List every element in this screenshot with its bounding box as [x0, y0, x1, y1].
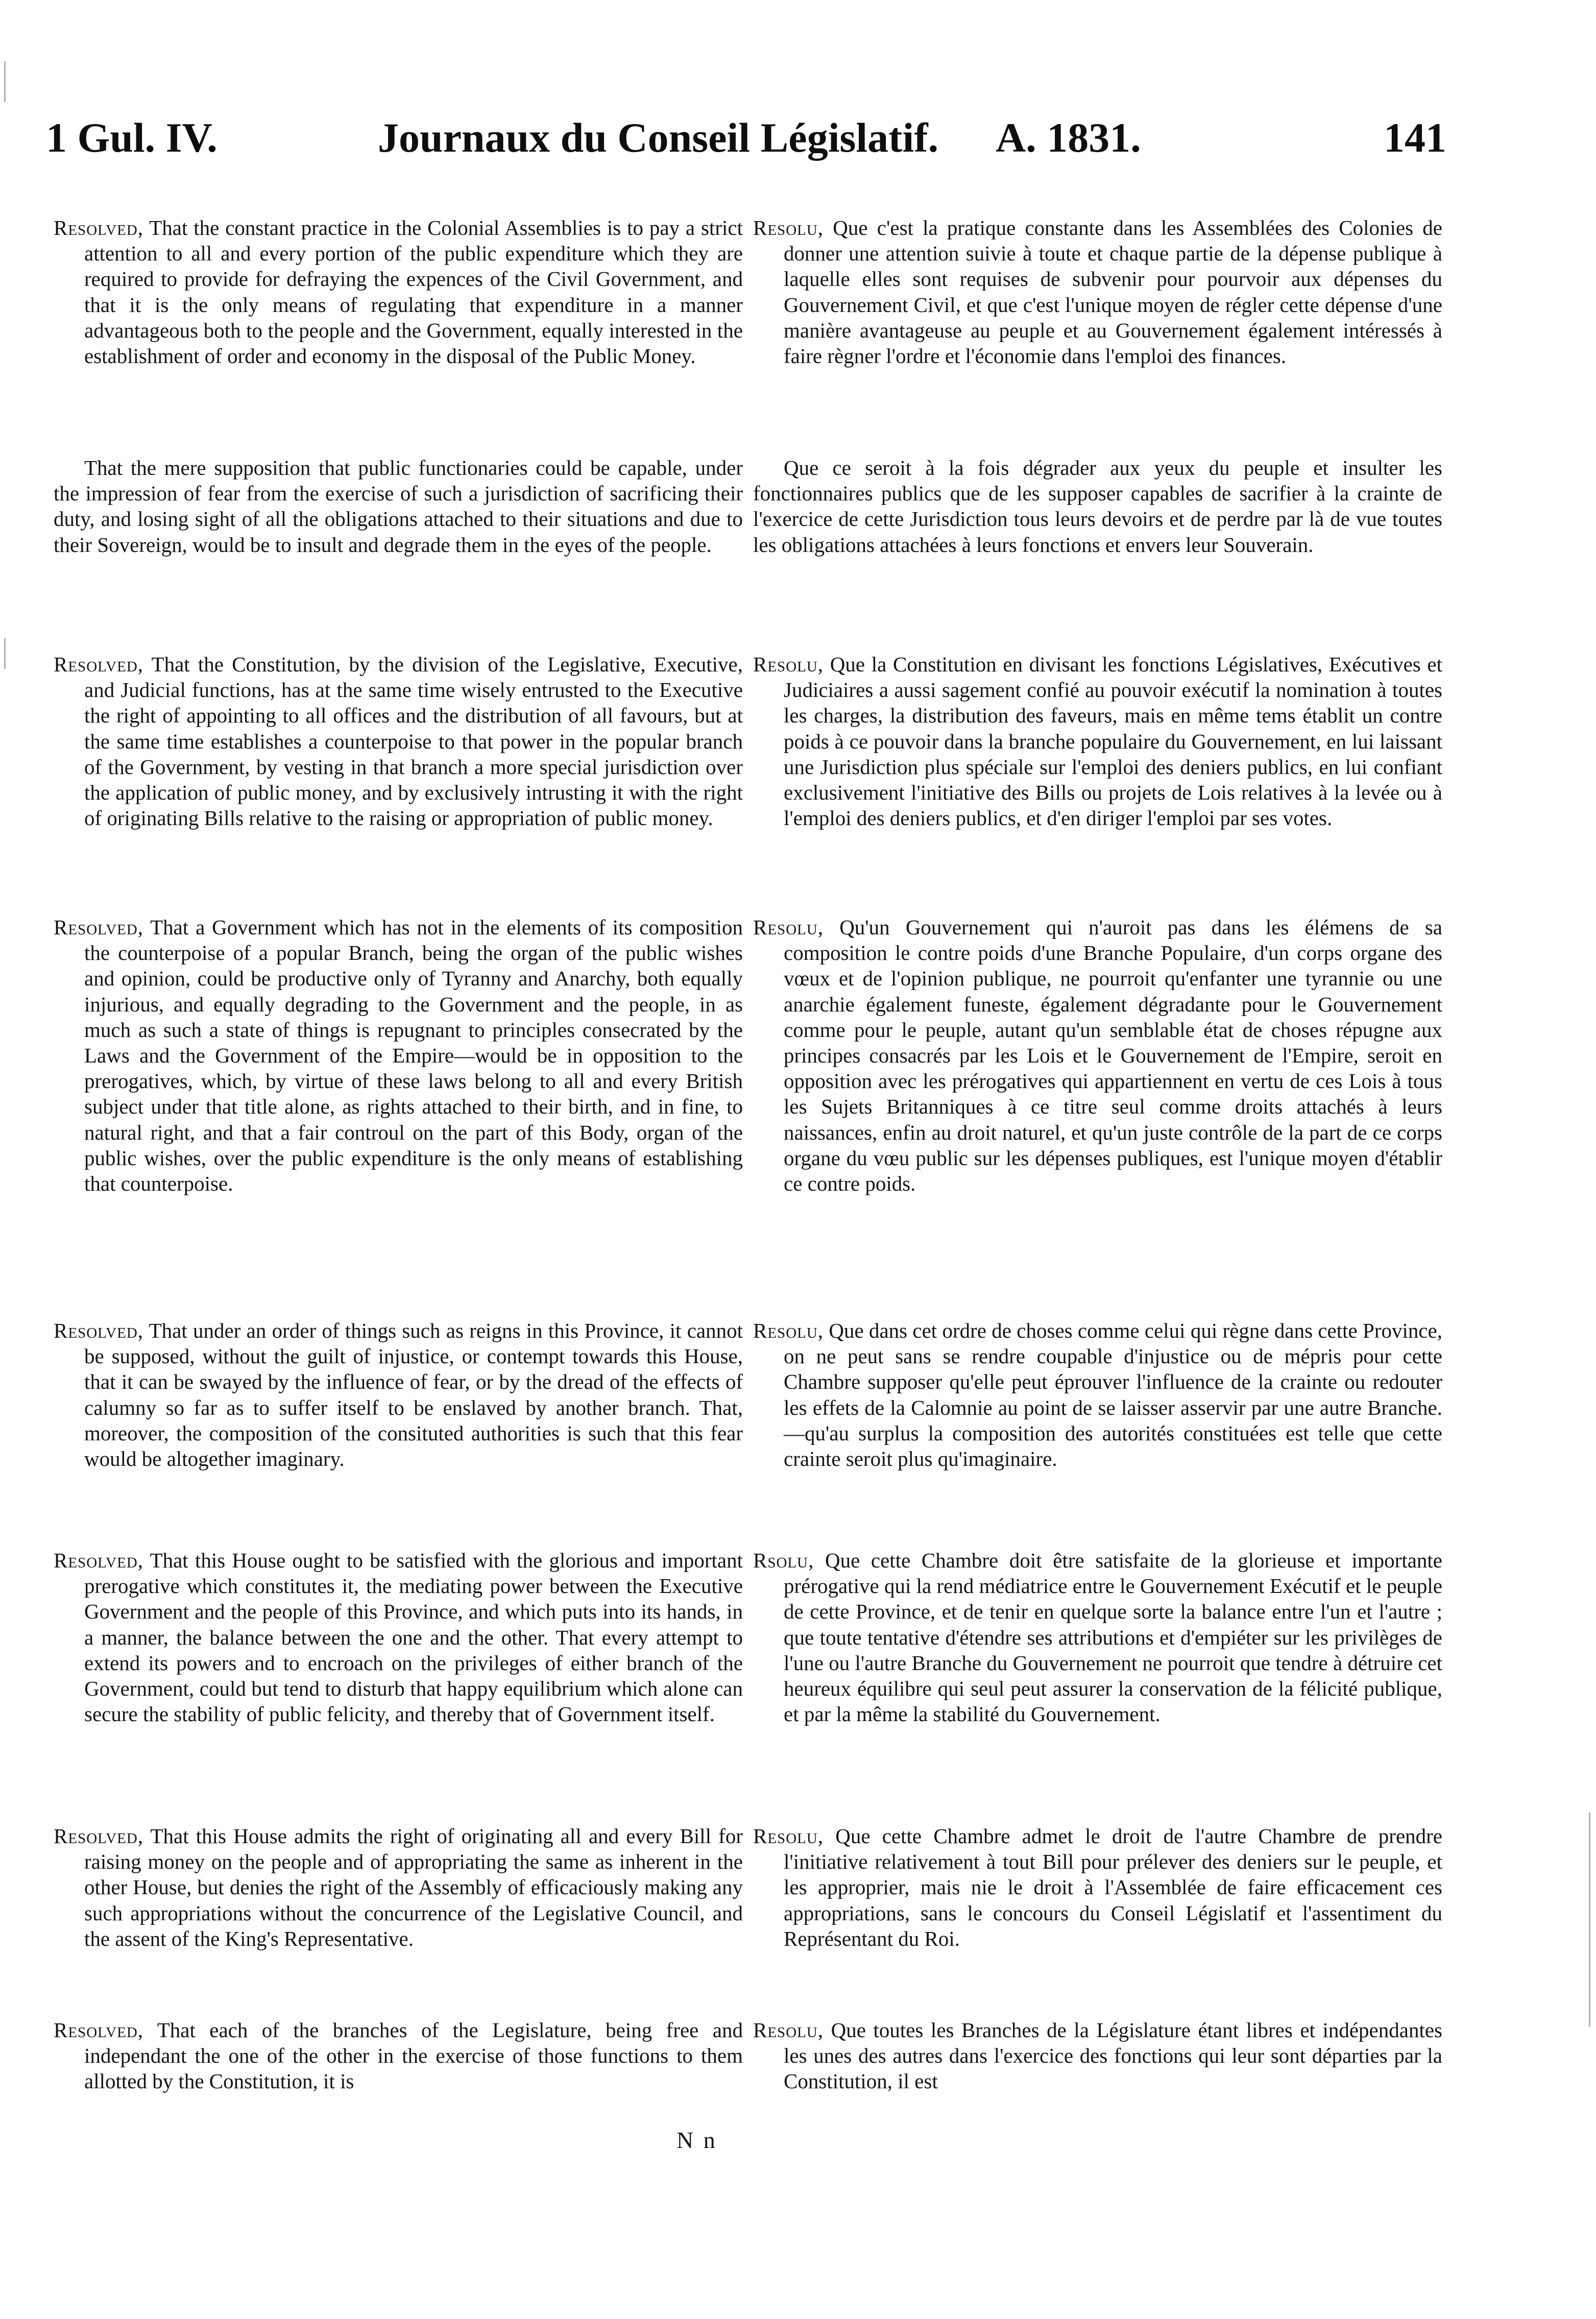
scan-edge-mark [4, 638, 6, 669]
resolution-text: Que la Constitution en divisant les fonctions Législatives, Exécutives et Judiciaires a aussi sagement confié au pouvoir exécutif la nomination à toutes les charges, la distribution des faveurs, mais en même tems établit un contre poids à ce pouvoir dans la branche populaire du Gouvernement, en lui laissant une Jurisdiction plus spéciale sur l'emploi des deniers publics, en lui confiant exclusivement l'initiative des Bills ou projets de Lois relatives à la levée ou à l'emploi des deniers publics, et d'en diriger l'emploi par ses votes. [784, 653, 1443, 830]
calendar-year: A. 1831. [996, 114, 1141, 161]
resolution-text: That the constant practice in the Colonial Assemblies is to pay a strict attention to all and every portion of the public expenditure which they are required to provide for defraying the expences of the Civil Government, and that it is the only means of regulating that expenditure in a manner advantageous both to the people and the Government, equally interested in the establishment of order and economy in the disposal of the Public Money. [84, 216, 743, 368]
signature-mark: N n [676, 2127, 717, 2153]
resolution-lead: Resolu, [753, 653, 824, 676]
resolution-fr-7 [753, 1823, 1442, 1951]
resolution-en-4 [54, 914, 743, 1196]
scan-edge-mark [4, 61, 6, 102]
resolution-fr-5 [753, 1318, 1442, 1471]
resolution-lead: Resolu, [753, 1824, 824, 1848]
resolution-en-1 [54, 215, 743, 369]
resolution-lead: Resolu, [753, 1319, 824, 1342]
resolution-text: That a Government which has not in the elements of its composition the counterpoise of a popular Branch, being the organ of the public wishes and opinion, could be productive only of Tyranny and Anarchy, both equally injurious, and equally degrading to the Government and the people, in as much as such a state of things is repugnant to principles consecrated by the Laws and the Government of the Empire—would be in opposition to the prerogatives, which, by virtue of these laws belong to all and every British subject under that title alone, as rights attached to their birth, and in fine, to natural right, and that a fair controul on the part of this Body, organ of the public wishes, over the public expenditure is the only means of establishing that counterpoise. [84, 915, 743, 1196]
resolution-text: Que toutes les Branches de la Législature étant libres et indépendantes les unes des autres dans l'exercice des fonctions qui leur sont départies par la Constitution, il est [784, 2018, 1442, 2093]
resolution-fr-6 [753, 1548, 1442, 1727]
resolution-lead: Resolved, [54, 2018, 144, 2042]
resolution-lead: Resolu, [753, 915, 824, 939]
resolution-lead: Resolved, [54, 915, 144, 939]
resolution-fr-8 [753, 2017, 1442, 2094]
resolution-text: Qu'un Gouvernement qui n'auroit pas dans les élémens de sa composition le contre poids d'une Branche Populaire, d'un corps organe des vœux et de l'opinion publique, ne pourroit qu'enfanter une tyrannie ou une anarchie également funeste, également dégradante pour le Gouvernement comme pour le peuple, autant qu'un semblable état de choses répugne aux principes consacrés par les Lois et le Gouvernement de l'Empire, seroit en opposition avec les prérogatives qui appartiennent en vertu de ces Lois à tous les Sujets Britanniques à ce titre seul comme droits attachés à leurs naissances, enfin au droit naturel, et qu'un juste contrôle de la part de ce corps organe du vœu public sur les dépenses publiques, est l'unique moyen d'établir ce contre poids. [784, 915, 1442, 1196]
resolution-lead: Resolved, [54, 653, 144, 676]
resolution-en-3 [54, 651, 743, 831]
resolution-en-5 [54, 1318, 743, 1471]
resolution-en-6 [54, 1548, 743, 1727]
regnal-year: 1 Gul. IV. [46, 114, 217, 161]
resolution-en-7 [54, 1823, 743, 1951]
page-number: 141 [1384, 114, 1446, 161]
scan-edge-mark [1589, 1813, 1590, 2027]
journal-title: Journaux du Conseil Législatif. [378, 114, 939, 161]
resolution-lead: Resolved, [54, 1824, 144, 1848]
resolution-lead: Resolved, [54, 1319, 144, 1342]
resolution-fr-3 [753, 651, 1442, 831]
resolution-text: Que dans cet ordre de choses comme celui qui règne dans cette Province, on ne peut sans se rendre coupable d'injustice ou de mépris pour cette Chambre supposer qu'elle peut éprouver l'influence de la crainte ou redouter les effets de la Calomnie au point de se laisser asservir par une autre Branche.—qu'au surplus la composition des autorités constituées est telle que cette crainte seroit plus qu'imaginaire. [784, 1319, 1443, 1471]
resolution-text: That under an order of things such as reigns in this Province, it cannot be supposed, without the guilt of injustice, or contempt towards this House, that it can be swayed by the influence of fear, or by the dread of the effects of calumny so far as to suffer itself to be enslaved by another branch. That, moreover, the composition of the consituted authorities is such that this fear would be altogether imaginary. [84, 1319, 743, 1471]
resolution-lead: Resolved, [54, 216, 144, 239]
resolution-text: That the Constitution, by the division of the Legislative, Executive, and Judicial functions, has at the same time wisely entrusted to the Executive the right of appointing to all offices and the distribution of all favours, but at the same time establishes a counterpoise to that power in the popular branch of the Government, by vesting in that branch a more special jurisdiction over the application of public money, and by exclusively intrusting it with the right of originating Bills relative to the raising or appropriation of public money. [84, 653, 743, 830]
resolution-fr-1 [753, 215, 1442, 369]
resolution-lead: Resolu, [753, 2018, 824, 2042]
resolution-lead: Rsolu, [753, 1549, 814, 1572]
running-header [46, 110, 1446, 166]
resolution-fr-4 [753, 914, 1442, 1196]
resolution-en-8 [54, 2017, 743, 2094]
resolution-text: That the mere supposition that public functionaries could be capable, under the impression of fear from the exercise of such a jurisdiction of sacrificing their duty, and losing sight of all the obligations attached to their situations and due to their Sovereign, would be to insult and degrade them in the eyes of the people. [54, 456, 743, 557]
resolution-text: Que c'est la pratique constante dans les Assemblées des Colonies de donner une attention suivie à toute et chaque partie de la dépense publique à laquelle elles sont requises de subvenir pour pourvoir aux dépenses du Gouvernement Civil, et que c'est l'unique moyen de régler cette dépense d'une manière avantageuse au peuple et au Gouvernement également intéressés à faire règner l'ordre et l'économie dans l'emploi des finances. [784, 216, 1443, 368]
resolution-text: Que cette Chambre admet le droit de l'autre Chambre de prendre l'initiative relativement à tout Bill pour prélever des deniers sur le peuple, et les approprier, mais nie le droit à l'Assemblée de faire efficacement ces appropriations, sans le concours du Conseil Législatif et l'assentiment du Représentant du Roi. [784, 1824, 1442, 1950]
resolution-text: That this House admits the right of originating all and every Bill for raising money on the people and of appropriating the same as inherent in the other House, but denies the right of the Assembly of efficaciously making any such appropriations without the concurrence of the Legislative Council, and the assent of the King's Representative. [84, 1824, 743, 1950]
resolution-fr-2 [753, 455, 1442, 558]
resolution-en-2 [54, 455, 743, 558]
resolution-lead: Resolved, [54, 1549, 144, 1572]
resolution-lead: Resolu, [753, 216, 824, 239]
resolution-text: That this House ought to be satisfied with the glorious and important prerogative which constitutes it, the mediating power between the Executive Government and the people of this Province, and which puts into its hands, in a manner, the balance between the one and the other. That every attempt to extend its powers and to encroach on the privileges of either branch of the Government, could but tend to disturb that happy equilibrium which alone can secure the stability of public felicity, and thereby that of Government itself. [84, 1549, 743, 1726]
resolution-text: That each of the branches of the Legislature, being free and independant the one of the other in the exercise of those functions to them allotted by the Constitution, it is [84, 2018, 743, 2093]
resolution-text: Que ce seroit à la fois dégrader aux yeux du peuple et insulter les fonctionnaires publics que de les supposer capables de sacrifier à la crainte de l'exercice de cette Jurisdiction tous leurs devoirs et de perdre par là de vue toutes les obligations attachées à leurs fonctions et envers leur Souverain. [753, 456, 1442, 557]
resolution-text: Que cette Chambre doit être satisfaite de la glorieuse et importante prérogative qui la rend médiatrice entre le Gouvernement Exécutif et le peuple de cette Province, et de tenir en quelque sorte la balance entre l'un et l'autre ; que toute tentative d'étendre ses attributions et d'empiéter sur les privilèges de l'une ou l'autre Branche du Gouvernement ne pourroit que tendre à détruire cet heureux équilibre qui seul peut assurer la conservation de la félicité publique, et par la même la stabilité du Gouvernement. [784, 1549, 1442, 1726]
